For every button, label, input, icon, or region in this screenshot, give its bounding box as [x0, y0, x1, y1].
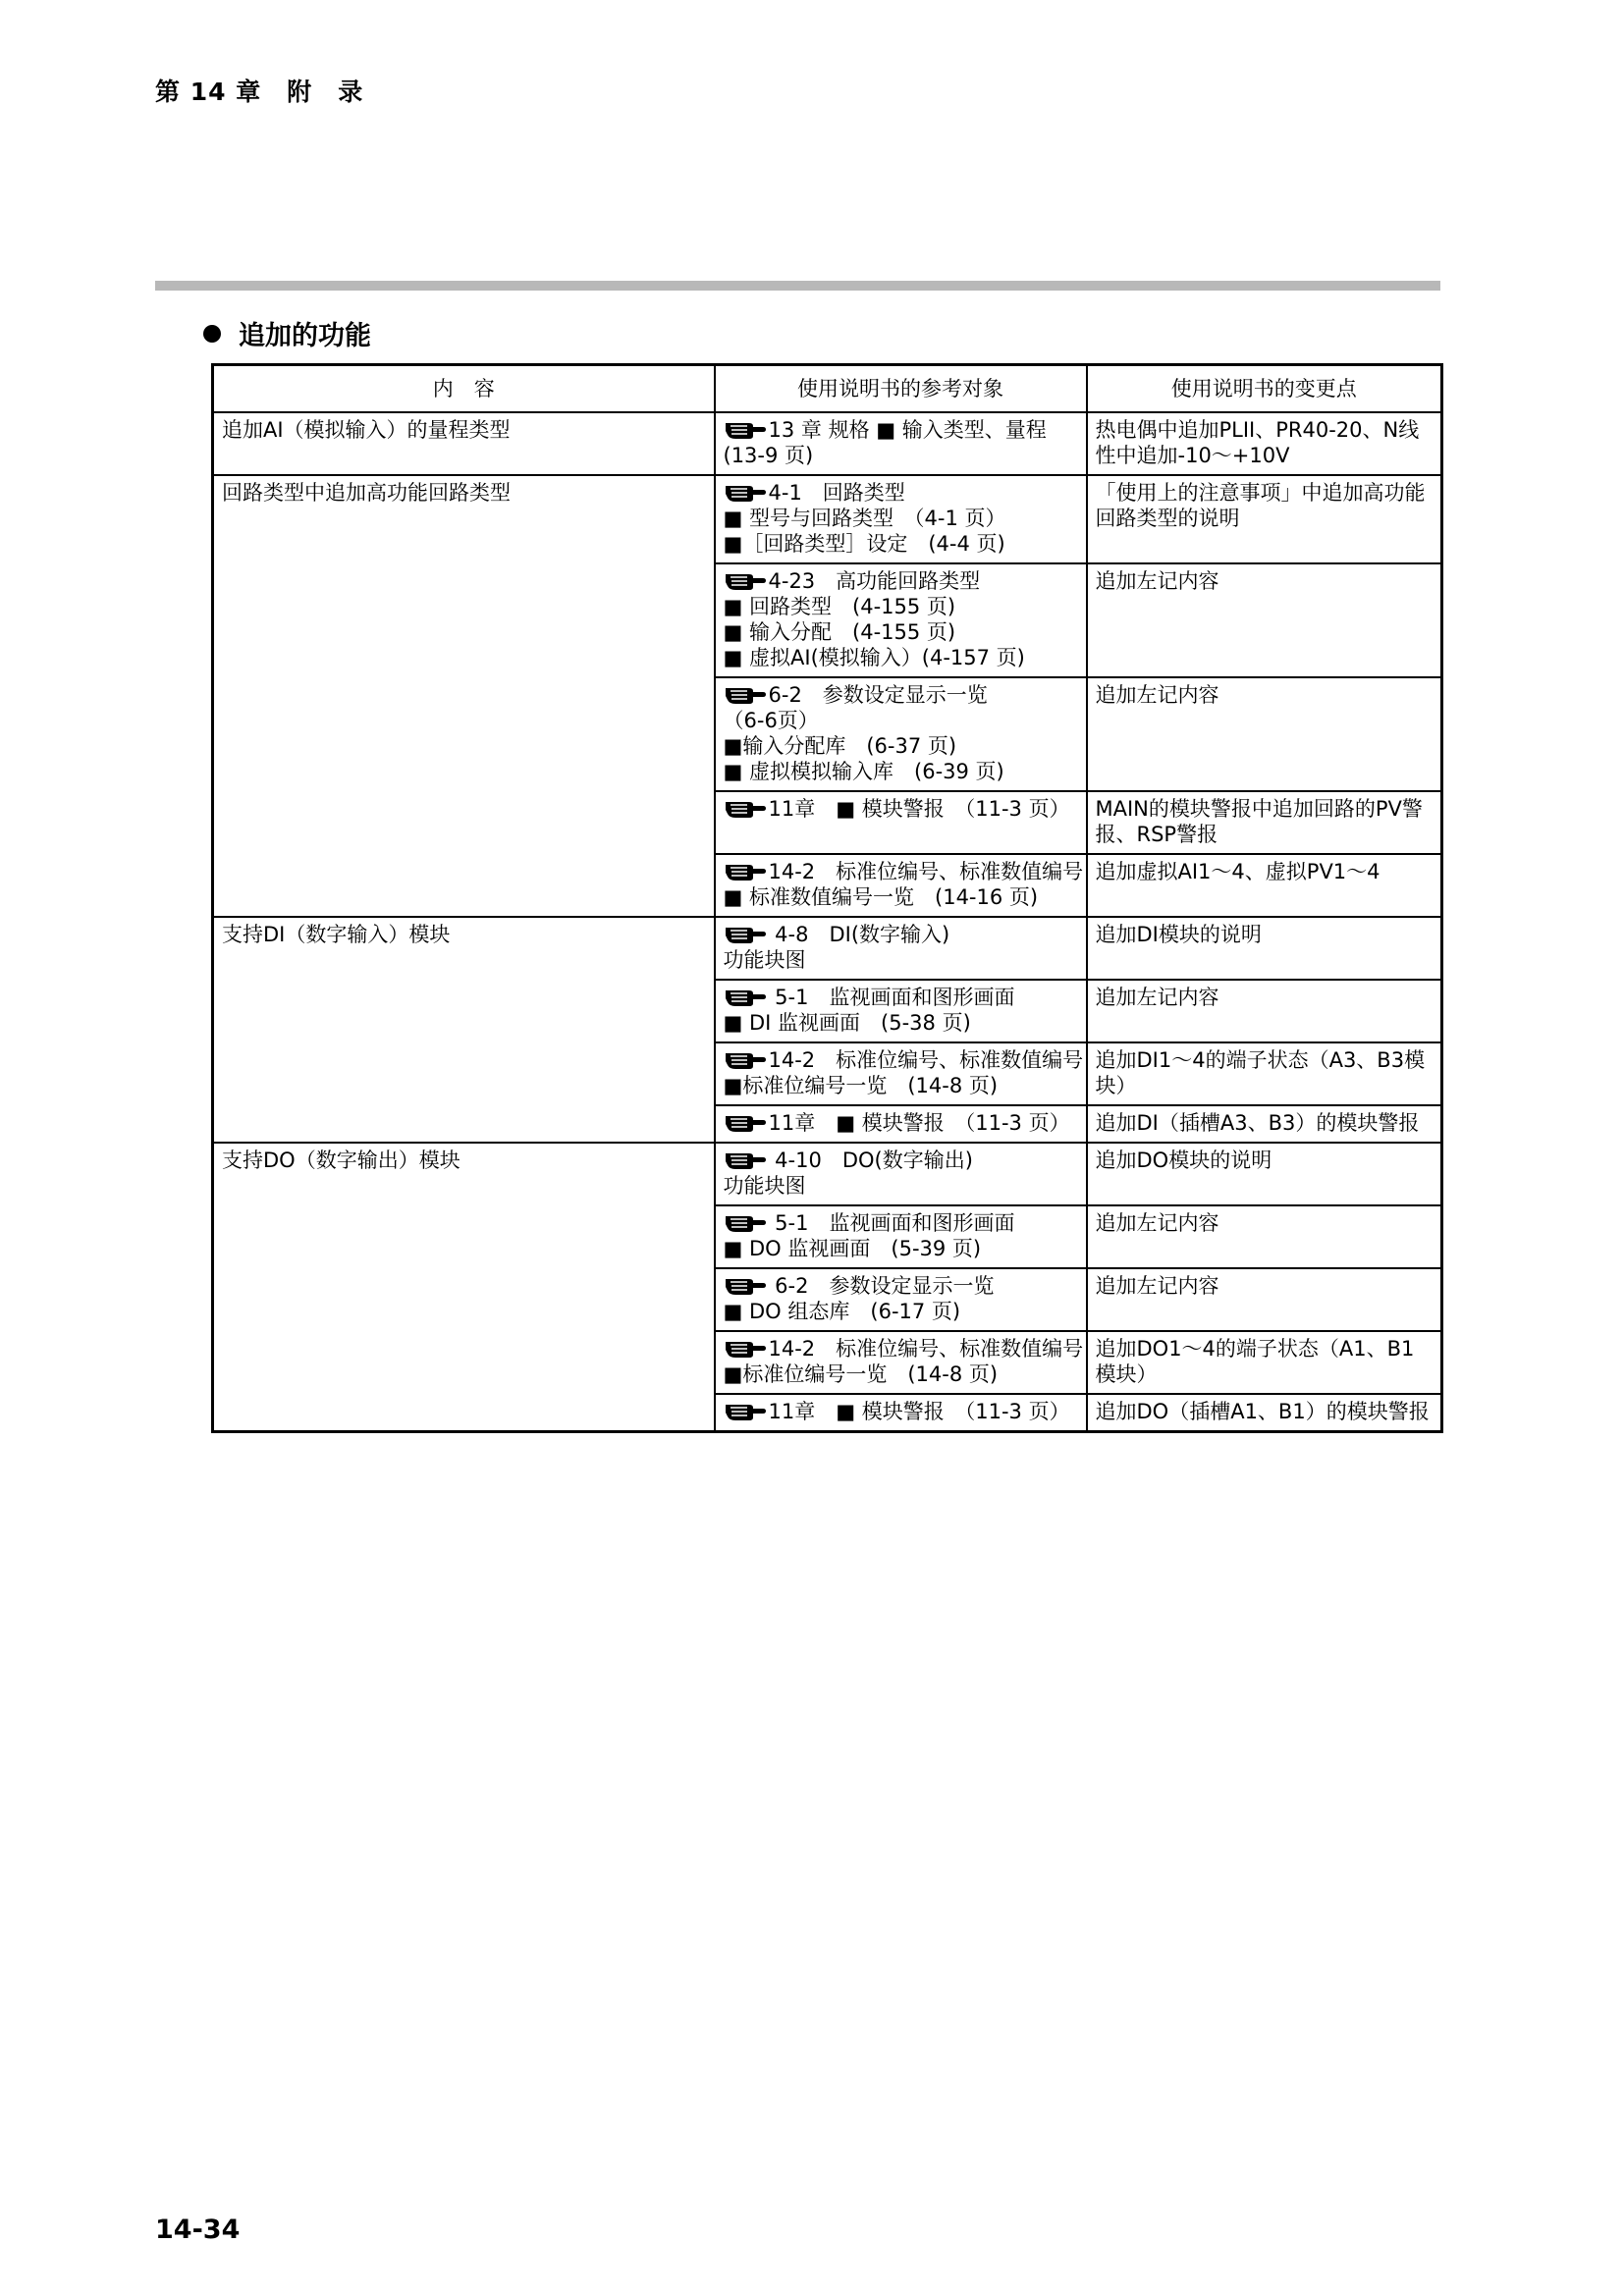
reference-text: ■ 型号与回路类型 （4-1 页）	[723, 507, 1006, 530]
feature-content-cell: 追加AI（模拟输入）的量程类型	[213, 412, 715, 475]
reference-text: ■输入分配库 (6-37 页)	[723, 734, 957, 758]
reference-line	[724, 594, 1078, 619]
reference-text: ■ DI 监视画面 (5-38 页)	[723, 1011, 971, 1035]
reference-line	[724, 506, 1078, 531]
reference-cell	[715, 791, 1087, 854]
reference-text: (13-9 页)	[723, 444, 814, 467]
change-cell: 追加DO1～4的端子状态（A1、B1模块）	[1087, 1331, 1442, 1394]
reference-text: ■标准位编号一览 (14-8 页)	[723, 1074, 999, 1097]
change-cell: 追加左记内容	[1087, 1268, 1442, 1331]
reference-line	[724, 682, 1078, 708]
reference-cell	[715, 1205, 1087, 1268]
reference-text: ■ 虚拟模拟输入库 (6-39 页)	[723, 760, 1004, 783]
pointing-hand-icon	[724, 1336, 767, 1360]
table-row	[213, 412, 1442, 475]
header-reference: 使用说明书的参考对象	[715, 365, 1087, 413]
reference-line	[724, 859, 1084, 884]
pointing-hand-icon	[724, 1148, 767, 1171]
reference-text: ■标准位编号一览 (14-8 页)	[723, 1362, 999, 1386]
change-cell: 追加DI1～4的端子状态（A3、B3模块）	[1087, 1042, 1442, 1105]
reference-cell	[715, 1143, 1087, 1205]
change-cell: 追加左记内容	[1087, 1205, 1442, 1268]
change-cell: 热电偶中追加PLII、PR40-20、N线性中追加-10～+10V	[1087, 412, 1442, 475]
reference-text: ■ 虚拟AI(模拟输入）(4-157 页)	[723, 646, 1025, 669]
reference-cell	[715, 563, 1087, 677]
reference-line	[724, 1110, 1078, 1136]
reference-line	[724, 645, 1078, 670]
reference-cell	[715, 980, 1087, 1042]
section-heading	[203, 314, 371, 352]
feature-content-cell: 支持DI（数字输入）模块	[213, 917, 715, 1143]
reference-line	[724, 1336, 1084, 1362]
reference-cell	[715, 1394, 1087, 1432]
reference-cell	[715, 1042, 1087, 1105]
change-cell: 「使用上的注意事项」中追加高功能回路类型的说明	[1087, 475, 1442, 563]
reference-text: 11章 ■ 模块警报 （11-3 页）	[768, 1400, 1070, 1423]
reference-line	[724, 1073, 1078, 1098]
reference-text: 功能块图	[723, 1174, 806, 1198]
reference-text: ■ 标准数值编号一览 (14-16 页)	[723, 885, 1039, 909]
reference-cell	[715, 917, 1087, 980]
header-changes: 使用说明书的变更点	[1087, 365, 1442, 413]
reference-line	[724, 1362, 1078, 1387]
reference-text: 6-2 参数设定显示一览	[768, 1274, 995, 1298]
table-row	[213, 475, 1442, 563]
reference-cell	[715, 854, 1087, 917]
reference-text: ■［回路类型］设定 (4-4 页)	[723, 532, 1005, 556]
reference-text: 5-1 监视画面和图形画面	[768, 1211, 1015, 1235]
reference-line	[724, 796, 1078, 822]
reference-text: 14-2 标准位编号、标准数值编号	[768, 1048, 1084, 1072]
reference-text: ■ 回路类型 (4-155 页)	[723, 595, 956, 618]
reference-cell	[715, 677, 1087, 791]
reference-text: （6-6页）	[723, 709, 819, 732]
reference-line	[724, 480, 1078, 506]
change-cell: 追加DI（插槽A3、B3）的模块警报	[1087, 1105, 1442, 1143]
feature-content-cell: 回路类型中追加高功能回路类型	[213, 475, 715, 917]
reference-text: 14-2 标准位编号、标准数值编号	[768, 1337, 1084, 1361]
change-cell: 追加左记内容	[1087, 980, 1442, 1042]
table-header-row	[213, 365, 1442, 413]
pointing-hand-icon	[724, 1047, 767, 1071]
reference-line	[724, 985, 1078, 1010]
pointing-hand-icon	[724, 568, 767, 592]
reference-line	[724, 884, 1078, 910]
reference-text: 5-1 监视画面和图形画面	[768, 986, 1015, 1009]
reference-line	[724, 531, 1078, 557]
reference-text: 11章 ■ 模块警报 （11-3 页）	[768, 1111, 1070, 1135]
features-table	[211, 363, 1443, 1433]
change-cell: 追加左记内容	[1087, 677, 1442, 791]
change-cell: 追加DO（插槽A1、B1）的模块警报	[1087, 1394, 1442, 1432]
reference-cell	[715, 475, 1087, 563]
reference-text: 4-8 DI(数字输入)	[768, 923, 950, 946]
table-row	[213, 1143, 1442, 1205]
reference-line	[724, 1173, 1078, 1199]
pointing-hand-icon	[724, 1210, 767, 1234]
reference-text: ■ DO 监视画面 (5-39 页)	[723, 1237, 982, 1260]
pointing-hand-icon	[724, 1399, 767, 1422]
reference-line	[724, 1148, 1078, 1173]
pointing-hand-icon	[724, 1273, 767, 1297]
pointing-hand-icon	[724, 1110, 767, 1134]
reference-line	[724, 1047, 1084, 1073]
reference-cell	[715, 412, 1087, 475]
reference-text: 11章 ■ 模块警报 （11-3 页）	[768, 797, 1070, 821]
reference-line	[724, 1010, 1078, 1036]
pointing-hand-icon	[724, 682, 767, 706]
header-content: 内 容	[213, 365, 715, 413]
reference-text: 功能块图	[723, 948, 806, 972]
reference-line	[724, 1299, 1078, 1324]
reference-text: 4-10 DO(数字输出)	[768, 1148, 973, 1172]
reference-line	[724, 1273, 1078, 1299]
reference-cell	[715, 1105, 1087, 1143]
reference-line	[724, 1236, 1078, 1261]
reference-line	[724, 733, 1078, 759]
reference-line	[724, 759, 1078, 784]
reference-cell	[715, 1331, 1087, 1394]
reference-text: 4-23 高功能回路类型	[768, 569, 981, 593]
reference-text: 4-1 回路类型	[768, 481, 905, 505]
section-rule	[155, 281, 1440, 291]
change-cell: MAIN的模块警报中追加回路的PV警报、RSP警报	[1087, 791, 1442, 854]
change-cell: 追加左记内容	[1087, 563, 1442, 677]
pointing-hand-icon	[724, 985, 767, 1008]
reference-line	[724, 1399, 1078, 1424]
reference-line	[724, 708, 1078, 733]
reference-line	[724, 1210, 1078, 1236]
pointing-hand-icon	[724, 859, 767, 882]
pointing-hand-icon	[724, 922, 767, 945]
reference-text: ■ DO 组态库 (6-17 页)	[723, 1300, 961, 1323]
reference-text: 13 章 规格 ■ 输入类型、量程	[768, 418, 1047, 442]
pointing-hand-icon	[724, 796, 767, 820]
section-title: 追加的功能	[239, 321, 371, 351]
pointing-hand-icon	[724, 480, 767, 504]
reference-line	[724, 922, 1078, 947]
change-cell: 追加虚拟AI1～4、虚拟PV1～4	[1087, 854, 1442, 917]
reference-line	[724, 443, 1078, 468]
feature-content-cell: 支持DO（数字输出）模块	[213, 1143, 715, 1432]
reference-text: 6-2 参数设定显示一览	[768, 683, 988, 707]
reference-cell	[715, 1268, 1087, 1331]
change-cell: 追加DO模块的说明	[1087, 1143, 1442, 1205]
reference-text: 14-2 标准位编号、标准数值编号	[768, 860, 1084, 883]
reference-line	[724, 619, 1078, 645]
reference-text: ■ 输入分配 (4-155 页)	[723, 620, 956, 644]
chapter-header: 第 14 章 附 录	[155, 78, 364, 106]
change-cell: 追加DI模块的说明	[1087, 917, 1442, 980]
reference-line	[724, 417, 1078, 443]
reference-line	[724, 947, 1078, 973]
reference-line	[724, 568, 1078, 594]
pointing-hand-icon	[724, 417, 767, 441]
page-number: 14-34	[155, 2215, 241, 2245]
bullet-icon	[203, 325, 221, 343]
table-row	[213, 917, 1442, 980]
